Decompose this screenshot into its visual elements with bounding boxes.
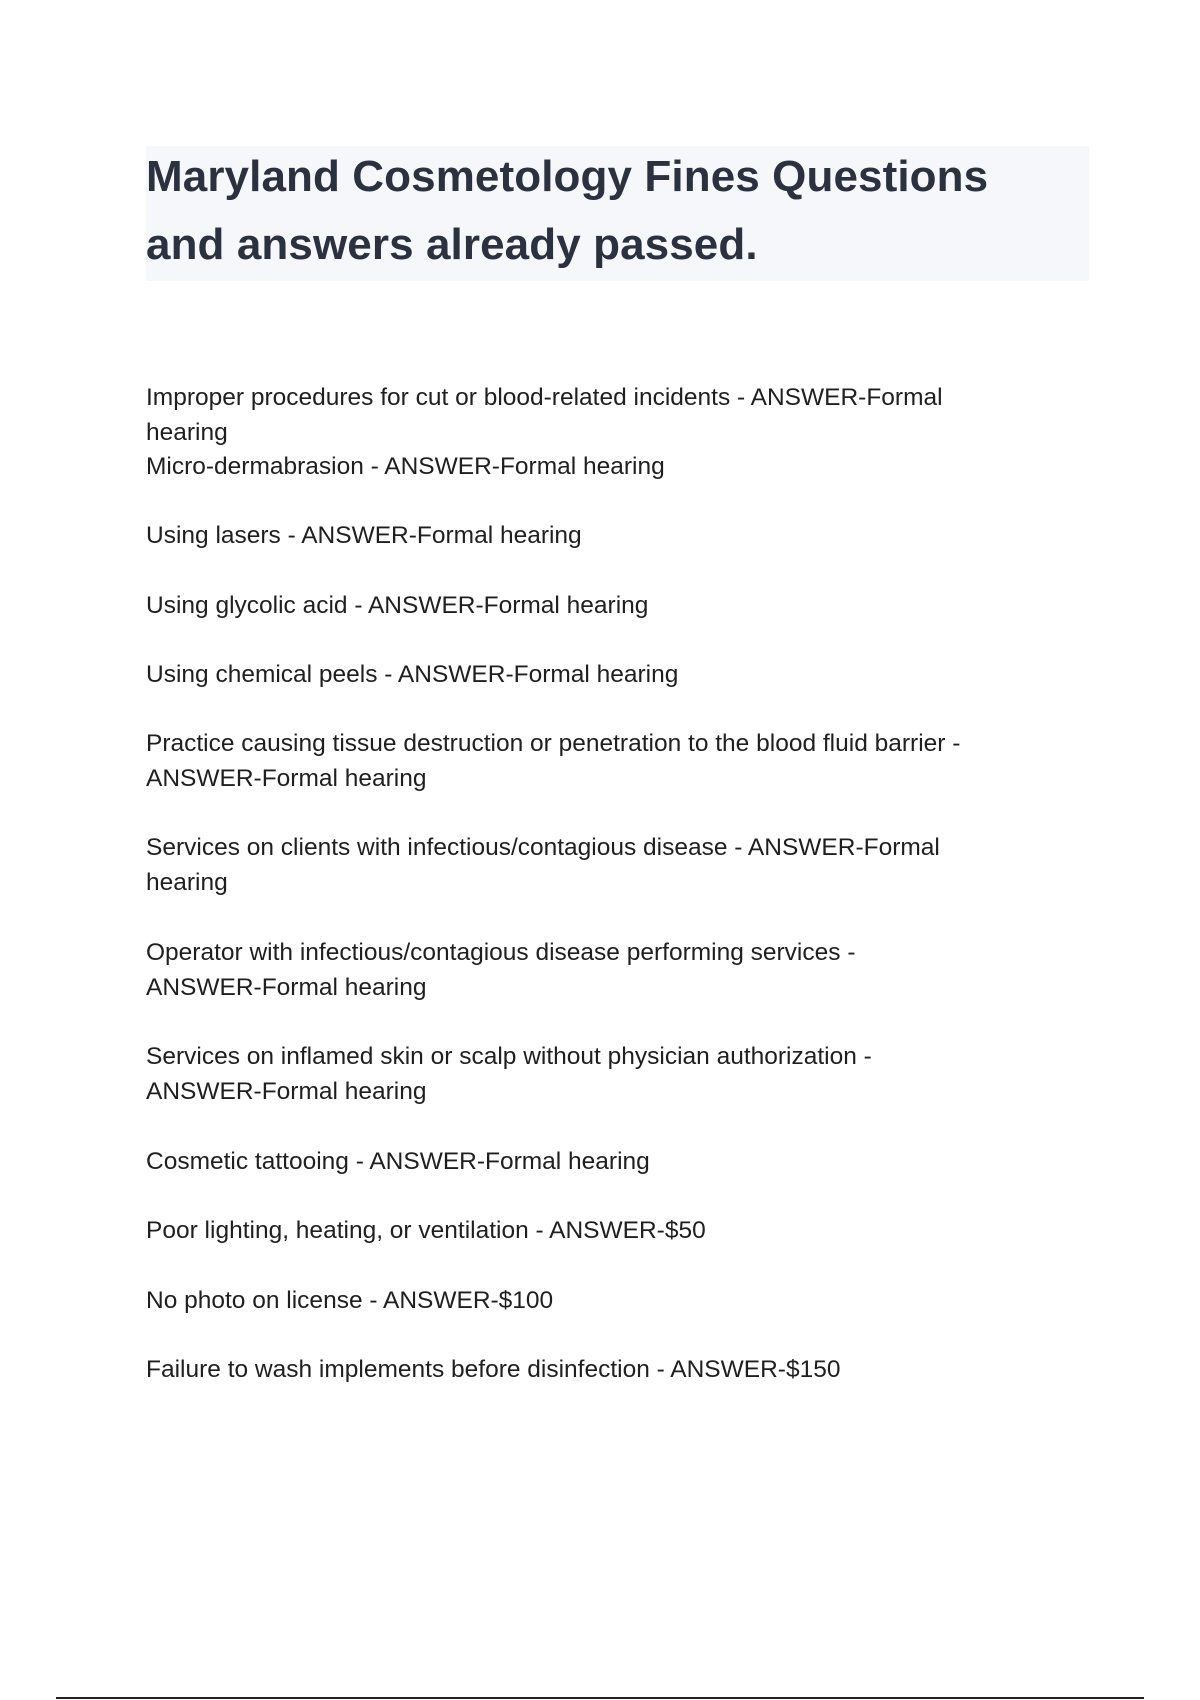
qa-item: Services on inflamed skin or scalp without physician authorization - ANSWER-Formal hearing <box>146 1043 872 1105</box>
qa-item: Cosmetic tattooing - ANSWER-Formal hearing <box>146 1148 650 1175</box>
qa-item: Improper procedures for cut or blood-related incidents - ANSWER-Formal hearing <box>146 384 943 446</box>
qa-item: Services on clients with infectious/contagious disease - ANSWER-Formal hearing <box>146 834 940 896</box>
document-title: Maryland Cosmetology Fines Questions and answers already passed. <box>146 152 989 269</box>
page-bottom-rule <box>56 1697 1144 1699</box>
qa-item: Operator with infectious/contagious disease performing services - ANSWER-Formal hearing <box>146 939 856 1001</box>
qa-item: Using glycolic acid - ANSWER-Formal hearing <box>146 592 649 619</box>
qa-item: No photo on license - ANSWER-$100 <box>146 1287 554 1314</box>
qa-item: Poor lighting, heating, or ventilation - ANSWER-$50 <box>146 1217 706 1244</box>
qa-list <box>146 380 1046 1387</box>
qa-item: Using lasers - ANSWER-Formal hearing <box>146 522 582 549</box>
qa-item: Failure to wash implements before disinfection - ANSWER-$150 <box>146 1356 841 1383</box>
qa-item: Practice causing tissue destruction or penetration to the blood fluid barrier - ANSWER-Formal hearing <box>146 730 961 792</box>
qa-item: Using chemical peels - ANSWER-Formal hearing <box>146 661 679 688</box>
qa-item: Micro-dermabrasion - ANSWER-Formal hearing <box>146 453 665 480</box>
